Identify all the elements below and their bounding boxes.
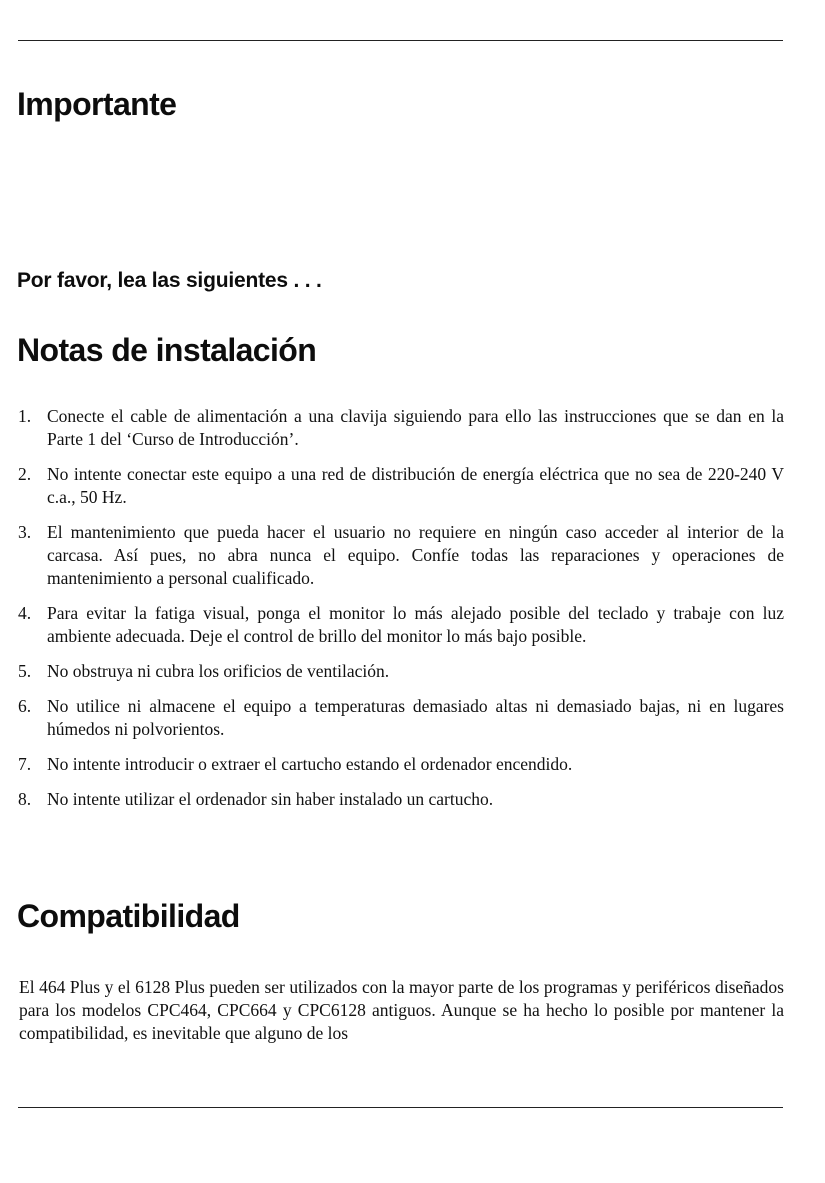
installation-notes-list: [18, 405, 784, 823]
note-number: 4.: [18, 603, 32, 623]
note-text: Para evitar la fatiga visual, ponga el monitor lo más alejado posible del teclado y trabaje con luz ambiente adecuada. Deje el control de brillo del monitor lo más bajo posible.: [47, 603, 784, 646]
top-rule: [18, 40, 783, 41]
note-text: Conecte el cable de alimentación a una clavija siguiendo para ello las instrucciones que se dan en la Parte 1 del ‘Curso de Introducción’.: [47, 406, 784, 449]
note-text: No intente utilizar el ordenador sin haber instalado un cartucho.: [47, 789, 494, 809]
note-item: [18, 660, 784, 683]
section-title-compatibility: Compatibilidad: [17, 898, 240, 934]
note-item: [18, 788, 784, 811]
section-title-installation-notes: Notas de instalación: [17, 332, 317, 368]
note-text: No utilice ni almacene el equipo a temperaturas demasiado altas ni demasiado bajas, ni en lugares húmedos ni polvorientos.: [47, 696, 784, 739]
note-item: [18, 695, 784, 741]
note-number: 8.: [18, 789, 32, 809]
note-text: No intente introducir o extraer el cartucho estando el ordenador encendido.: [47, 754, 573, 774]
note-item: [18, 753, 784, 776]
note-number: 7.: [18, 754, 32, 774]
note-number: 6.: [18, 696, 32, 716]
note-item: [18, 602, 784, 648]
note-number: 5.: [18, 661, 32, 681]
bottom-rule: [18, 1107, 783, 1108]
page-subtitle: Por favor, lea las siguientes . . .: [17, 269, 322, 292]
note-item: [18, 521, 784, 590]
note-item: [18, 405, 784, 451]
compatibility-paragraph: El 464 Plus y el 6128 Plus pueden ser utilizados con la mayor parte de los programas y periféricos diseñados para los modelos CPC464, CPC664 y CPC6128 antiguos. Aunque se ha hecho lo posible por mantener la compatibilidad, es inevitable que alguno de los: [19, 977, 784, 1043]
page-title: Importante: [17, 86, 177, 122]
note-number: 3.: [18, 522, 32, 542]
note-text: El mantenimiento que pueda hacer el usuario no requiere en ningún caso acceder al interior de la carcasa. Así pues, no abra nunca el equipo. Confíe todas las reparaciones y operaciones de mantenimiento a personal cualificado.: [47, 522, 784, 588]
note-number: 2.: [18, 464, 32, 484]
note-text: No intente conectar este equipo a una red de distribución de energía eléctrica que no sea de 220-240 V c.a., 50 Hz.: [47, 464, 784, 507]
note-item: [18, 463, 784, 509]
note-number: 1.: [18, 406, 32, 426]
note-text: No obstruya ni cubra los orificios de ventilación.: [47, 661, 390, 681]
